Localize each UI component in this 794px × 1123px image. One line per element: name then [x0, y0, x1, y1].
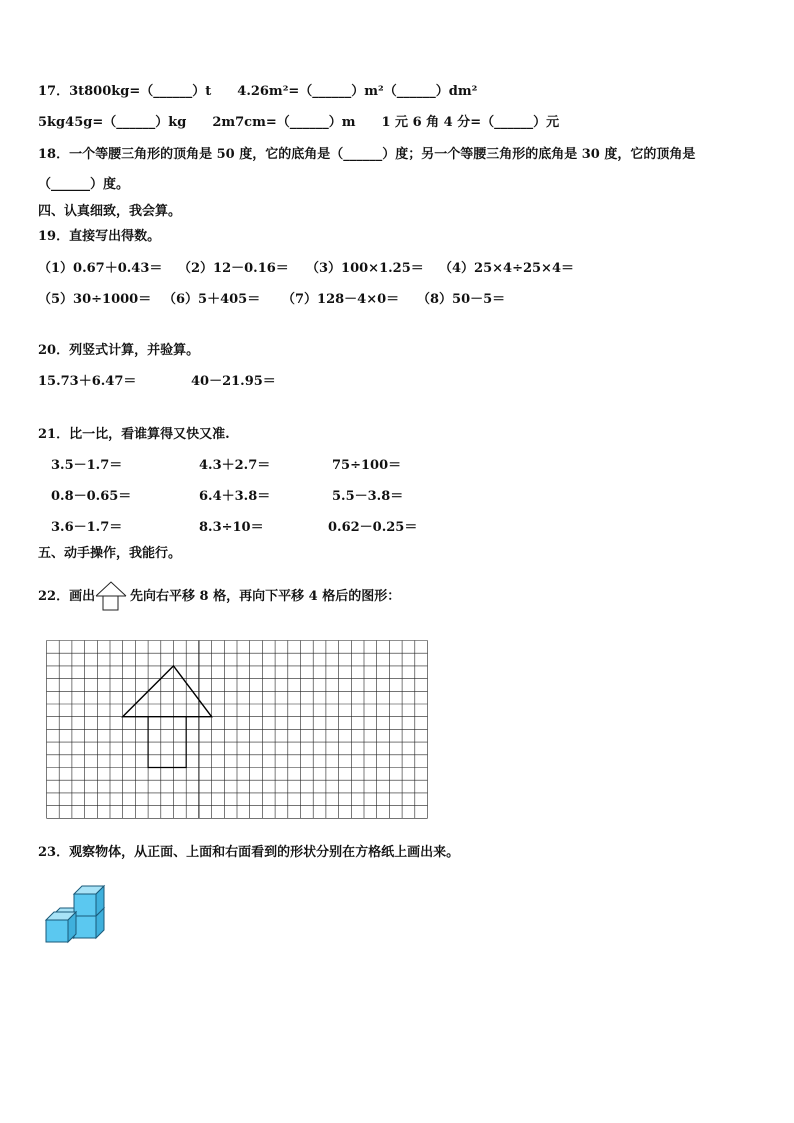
- stacked-cubes-figure: [44, 880, 108, 944]
- q21-item-3: 75÷100＝: [332, 458, 402, 473]
- q22-grid-paper[interactable]: [46, 640, 428, 825]
- q22-suffix: 先向右平移 8 格，再向下平移 4 格后的图形：: [130, 589, 401, 604]
- q17-line2: 5kg45g=（______）kg 2m7cm=（______）m 1 元 6 角 4 分=（______）元: [38, 115, 560, 130]
- q21-item-1: 3.5－1.7＝: [51, 458, 123, 473]
- q19-title: 19．直接写出得数。: [38, 229, 161, 244]
- q19-item-2: （2）12－0.16＝: [178, 261, 289, 276]
- q21-item-8: 8.3÷10＝: [199, 520, 264, 535]
- q19-item-5: （5）30÷1000＝: [38, 292, 152, 307]
- q21-item-6: 5.5－3.8＝: [332, 489, 404, 504]
- q23-title: 23．观察物体，从正面、上面和右面看到的形状分别在方格纸上画出来。: [38, 845, 460, 860]
- cube-top: [74, 886, 104, 916]
- q21-item-9: 0.62－0.25＝: [328, 520, 418, 535]
- q20-item-1: 15.73＋6.47＝: [38, 374, 137, 389]
- q21-item-7: 3.6－1.7＝: [51, 520, 123, 535]
- q21-title: 21．比一比，看谁算得又快又准.: [38, 427, 230, 442]
- cube-bottom-left: [46, 912, 76, 942]
- q19-item-3: （3）100×1.25＝: [306, 261, 424, 276]
- q21-item-2: 4.3＋2.7＝: [199, 458, 271, 473]
- q21-item-5: 6.4＋3.8＝: [199, 489, 271, 504]
- q21-item-4: 0.8－0.65＝: [51, 489, 132, 504]
- q22-prefix: 22．画出: [38, 589, 96, 604]
- q22-grid-svg: [46, 640, 428, 821]
- q19-item-4: （4）25×4÷25×4＝: [439, 261, 574, 276]
- q18-line2: （______）度。: [38, 177, 130, 192]
- q18-line1: 18．一个等腰三角形的顶角是 50 度，它的底角是（______）度；另一个等腰三角形的底角是 30 度，它的顶角是: [38, 147, 696, 162]
- q19-item-1: （1）0.67＋0.43＝: [38, 261, 163, 276]
- section-5-heading: 五、动手操作，我能行。: [38, 546, 182, 561]
- q20-title: 20．列竖式计算，并验算。: [38, 343, 200, 358]
- q20-item-2: 40－21.95＝: [191, 374, 276, 389]
- q19-item-6: （6）5＋405＝: [163, 292, 261, 307]
- q17-line1: 17．3t800kg=（______）t 4.26m²=（______）m²（______）dm²: [38, 84, 478, 99]
- section-4-heading: 四、认真细致，我会算。: [38, 204, 182, 219]
- q19-item-8: （8）50－5＝: [417, 292, 506, 307]
- house-shape-icon: [94, 580, 130, 612]
- q19-item-7: （7）128－4×0＝: [282, 292, 400, 307]
